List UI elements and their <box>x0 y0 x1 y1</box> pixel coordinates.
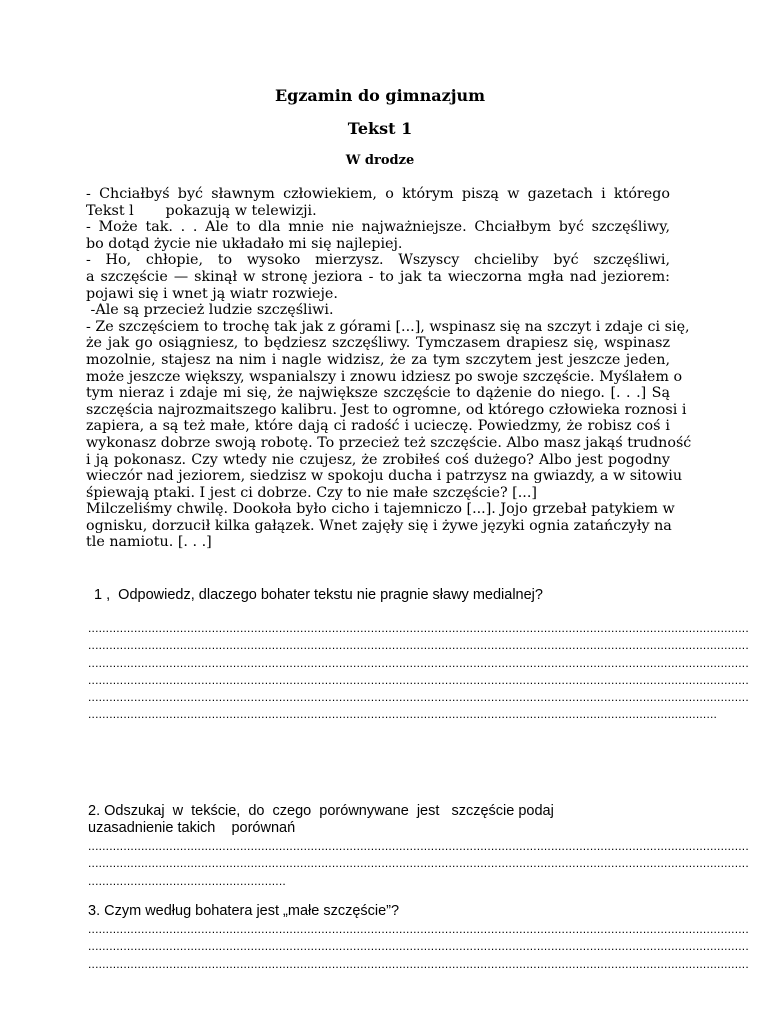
story-line: tym nieraz i zdaje mi się, że największe szczęście to dążenie do niego. [. . .] Są <box>86 385 670 402</box>
answer-lines-q1[interactable] <box>88 620 749 724</box>
answer-line[interactable]: ........................................................................................................................................................................................... <box>88 638 749 653</box>
story-line: mozolnie, stajesz na nim i nagle widzisz, że za tym szczytem jest jeszcze jeden, <box>86 351 670 368</box>
story-line: śpiewają ptaki. I jest ci dobrze. Czy to nie małe szczęście? [...] <box>86 484 537 501</box>
answer-line[interactable]: ........................................................................................................................................................................................... <box>88 672 749 687</box>
story-line: wieczór nad jeziorem, siedzisz w spokoju ducha i patrzysz na gwiazdy, a w sitowiu <box>86 468 683 485</box>
answer-line[interactable]: ........................................................................................................................................................................................... <box>88 839 749 853</box>
story-line: - Ho, chłopie, to wysoko mierzysz. Wszyscy chcieliby być szczęśliwi, <box>86 252 670 269</box>
question-2-continued: uzasadnienie takich porównań <box>88 820 296 836</box>
exam-title: Egzamin do gimnazjum <box>274 86 486 105</box>
story-line: wykonasz dobrze swoją robotę. To przecież też szczęście. Albo masz jakąś trudność <box>86 434 692 451</box>
story-line: że jak go osiągniesz, to będziesz szczęśliwy. Tymczasem drapiesz się, wspinasz <box>86 335 670 352</box>
story-line: tle namiotu. [. . .] <box>86 534 212 551</box>
question-2: 2. Odszukaj w tekście, do czego porównywane jest szczęście podaj <box>88 803 554 819</box>
answer-line[interactable]: ........................................................................................................................................................................................... <box>88 922 749 936</box>
answer-line[interactable]: ........................................................................................................................................................................................... <box>88 856 749 871</box>
story-line: a szczęście — skinął w stronę jeziora - to jak ta wieczorna mgła nad jeziorem: <box>86 268 670 285</box>
answer-line[interactable]: ........................................................................................................................................................................................... <box>88 655 749 670</box>
story-line: - Chciałbyś być sławnym człowiekiem, o którym piszą w gazetach i którego <box>86 186 670 202</box>
answer-line[interactable]: ........................................................................................................................................................................................... <box>88 939 749 954</box>
question-1: 1 , Odpowiedz, dlaczego bohater tekstu nie pragnie sławy medialnej? <box>94 587 543 603</box>
question-3: 3. Czym według bohatera jest „małe szczęście”? <box>88 903 400 919</box>
story-line: ognisku, dorzucił kilka gałązek. Wnet zajęły się i żywe języki ognia zatańczyły na <box>86 517 672 534</box>
story-line: i ją pokonasz. Czy wtedy nie czujesz, że zrobiłeś coś dużego? Albo jest pogodny <box>86 451 670 468</box>
answer-line[interactable]: ........................................................ <box>88 873 286 888</box>
story-line: -Ale są przecież ludzie szczęśliwi. <box>86 302 334 319</box>
story-line: - Może tak. . . Ale to dla mnie nie najważniejsze. Chciałbym być szczęśliwy, <box>86 219 670 236</box>
answer-line[interactable]: .................................................................................................................................................................................. <box>88 707 718 722</box>
story-line: bo dotąd życie nie układało mi się najlepiej. <box>86 235 403 252</box>
story-text <box>86 186 692 551</box>
answer-line[interactable]: ........................................................................................................................................................................................... <box>88 621 749 635</box>
story-line: pojawi się i wnet ją wiatr rozwieje. <box>86 285 338 302</box>
answer-line[interactable]: ........................................................................................................................................................................................... <box>88 956 749 971</box>
story-line: może jeszcze większy, wspanialszy i znowu idziesz po swoje szczęście. Myślałem o <box>86 368 683 385</box>
story-line: szczęścia najrozmaitszego kalibru. Jest to ogromne, od którego człowieka roznosi i <box>86 401 687 418</box>
story-line: Milczeliśmy chwilę. Dookoła było cicho i tajemniczo [...]. Jojo grzebał patykiem w <box>86 501 675 518</box>
story-line: Tekst l pokazują w telewizji. <box>86 202 317 219</box>
answer-lines-q3[interactable] <box>88 921 749 973</box>
story-line: zapiera, a są też małe, które dają ci radość i ucieczę. Powiedzmy, że robisz coś i <box>86 418 670 435</box>
story-line: - Ze szczęściem to trochę tak jak z górami [...], wspinasz się na szczyt i zdaje ci się, <box>86 318 690 335</box>
answer-lines-q2[interactable] <box>88 838 749 890</box>
story-title: W drodze <box>345 153 415 168</box>
answer-line[interactable]: ........................................................................................................................................................................................... <box>88 690 749 705</box>
text-label: Tekst 1 <box>347 119 413 138</box>
